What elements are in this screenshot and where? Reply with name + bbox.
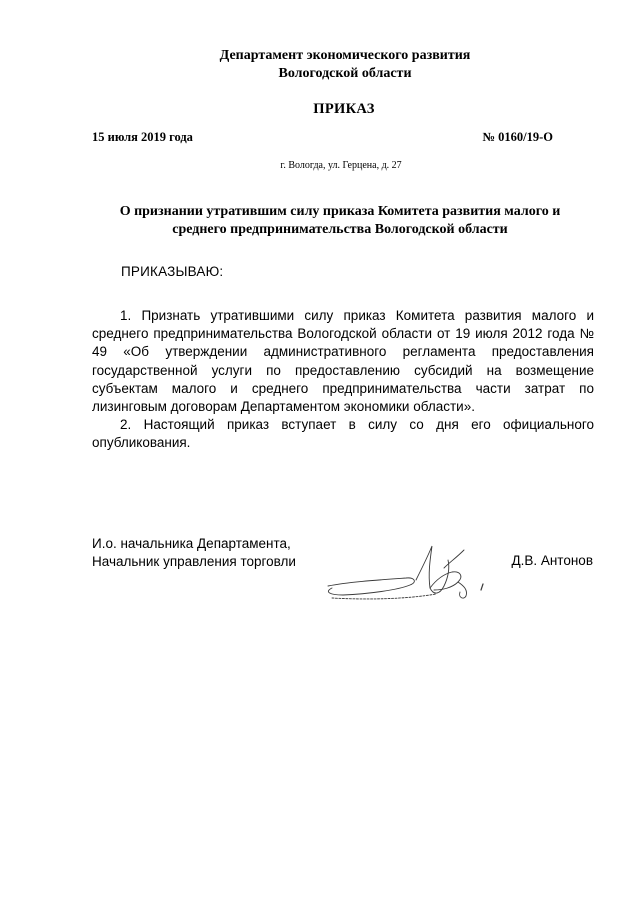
issuing-address: г. Вологда, ул. Герцена, д. 27 [280, 160, 402, 171]
document-type-title: ПРИКАЗ [313, 101, 375, 117]
order-paragraph-2: 2. Настоящий приказ вступает в силу со дня его официального опубликования. [92, 417, 594, 451]
subject-line1: О признании утратившим силу приказа Комитета развития малого и [119, 204, 561, 219]
org-name-line1: Департамент экономического развития [219, 48, 471, 63]
subject-line2: среднего предпринимательства Вологодской области [172, 222, 508, 237]
org-name-line2: Вологодской области [278, 66, 412, 81]
signatory-position-line2: Начальник управления торговли [92, 554, 296, 569]
signatory-position-line1: И.о. начальника Департамента, [92, 536, 291, 551]
order-body [92, 307, 594, 453]
order-number: № 0160/19-О [482, 130, 553, 144]
signatory-position [92, 535, 296, 571]
decree-heading: ПРИКАЗЫВАЮ: [121, 264, 224, 279]
organization-header [0, 47, 640, 83]
order-subject [95, 203, 585, 239]
order-paragraph-1: 1. Признать утратившими силу приказ Комитета развития малого и среднего предпринимательства Вологодской области от 19 июля 2012 года № 49 «Об утверждении административного регламента предоставления государственной услуги по предоставлению субсидий на возмещение субъектам малого и среднего предпринимательства части затрат по лизинговым договорам Департаментом экономики области». [92, 308, 594, 415]
handwritten-signature [318, 538, 498, 608]
order-date: 15 июля 2019 года [92, 130, 193, 144]
signatory-name: Д.В. Антонов [511, 553, 593, 568]
